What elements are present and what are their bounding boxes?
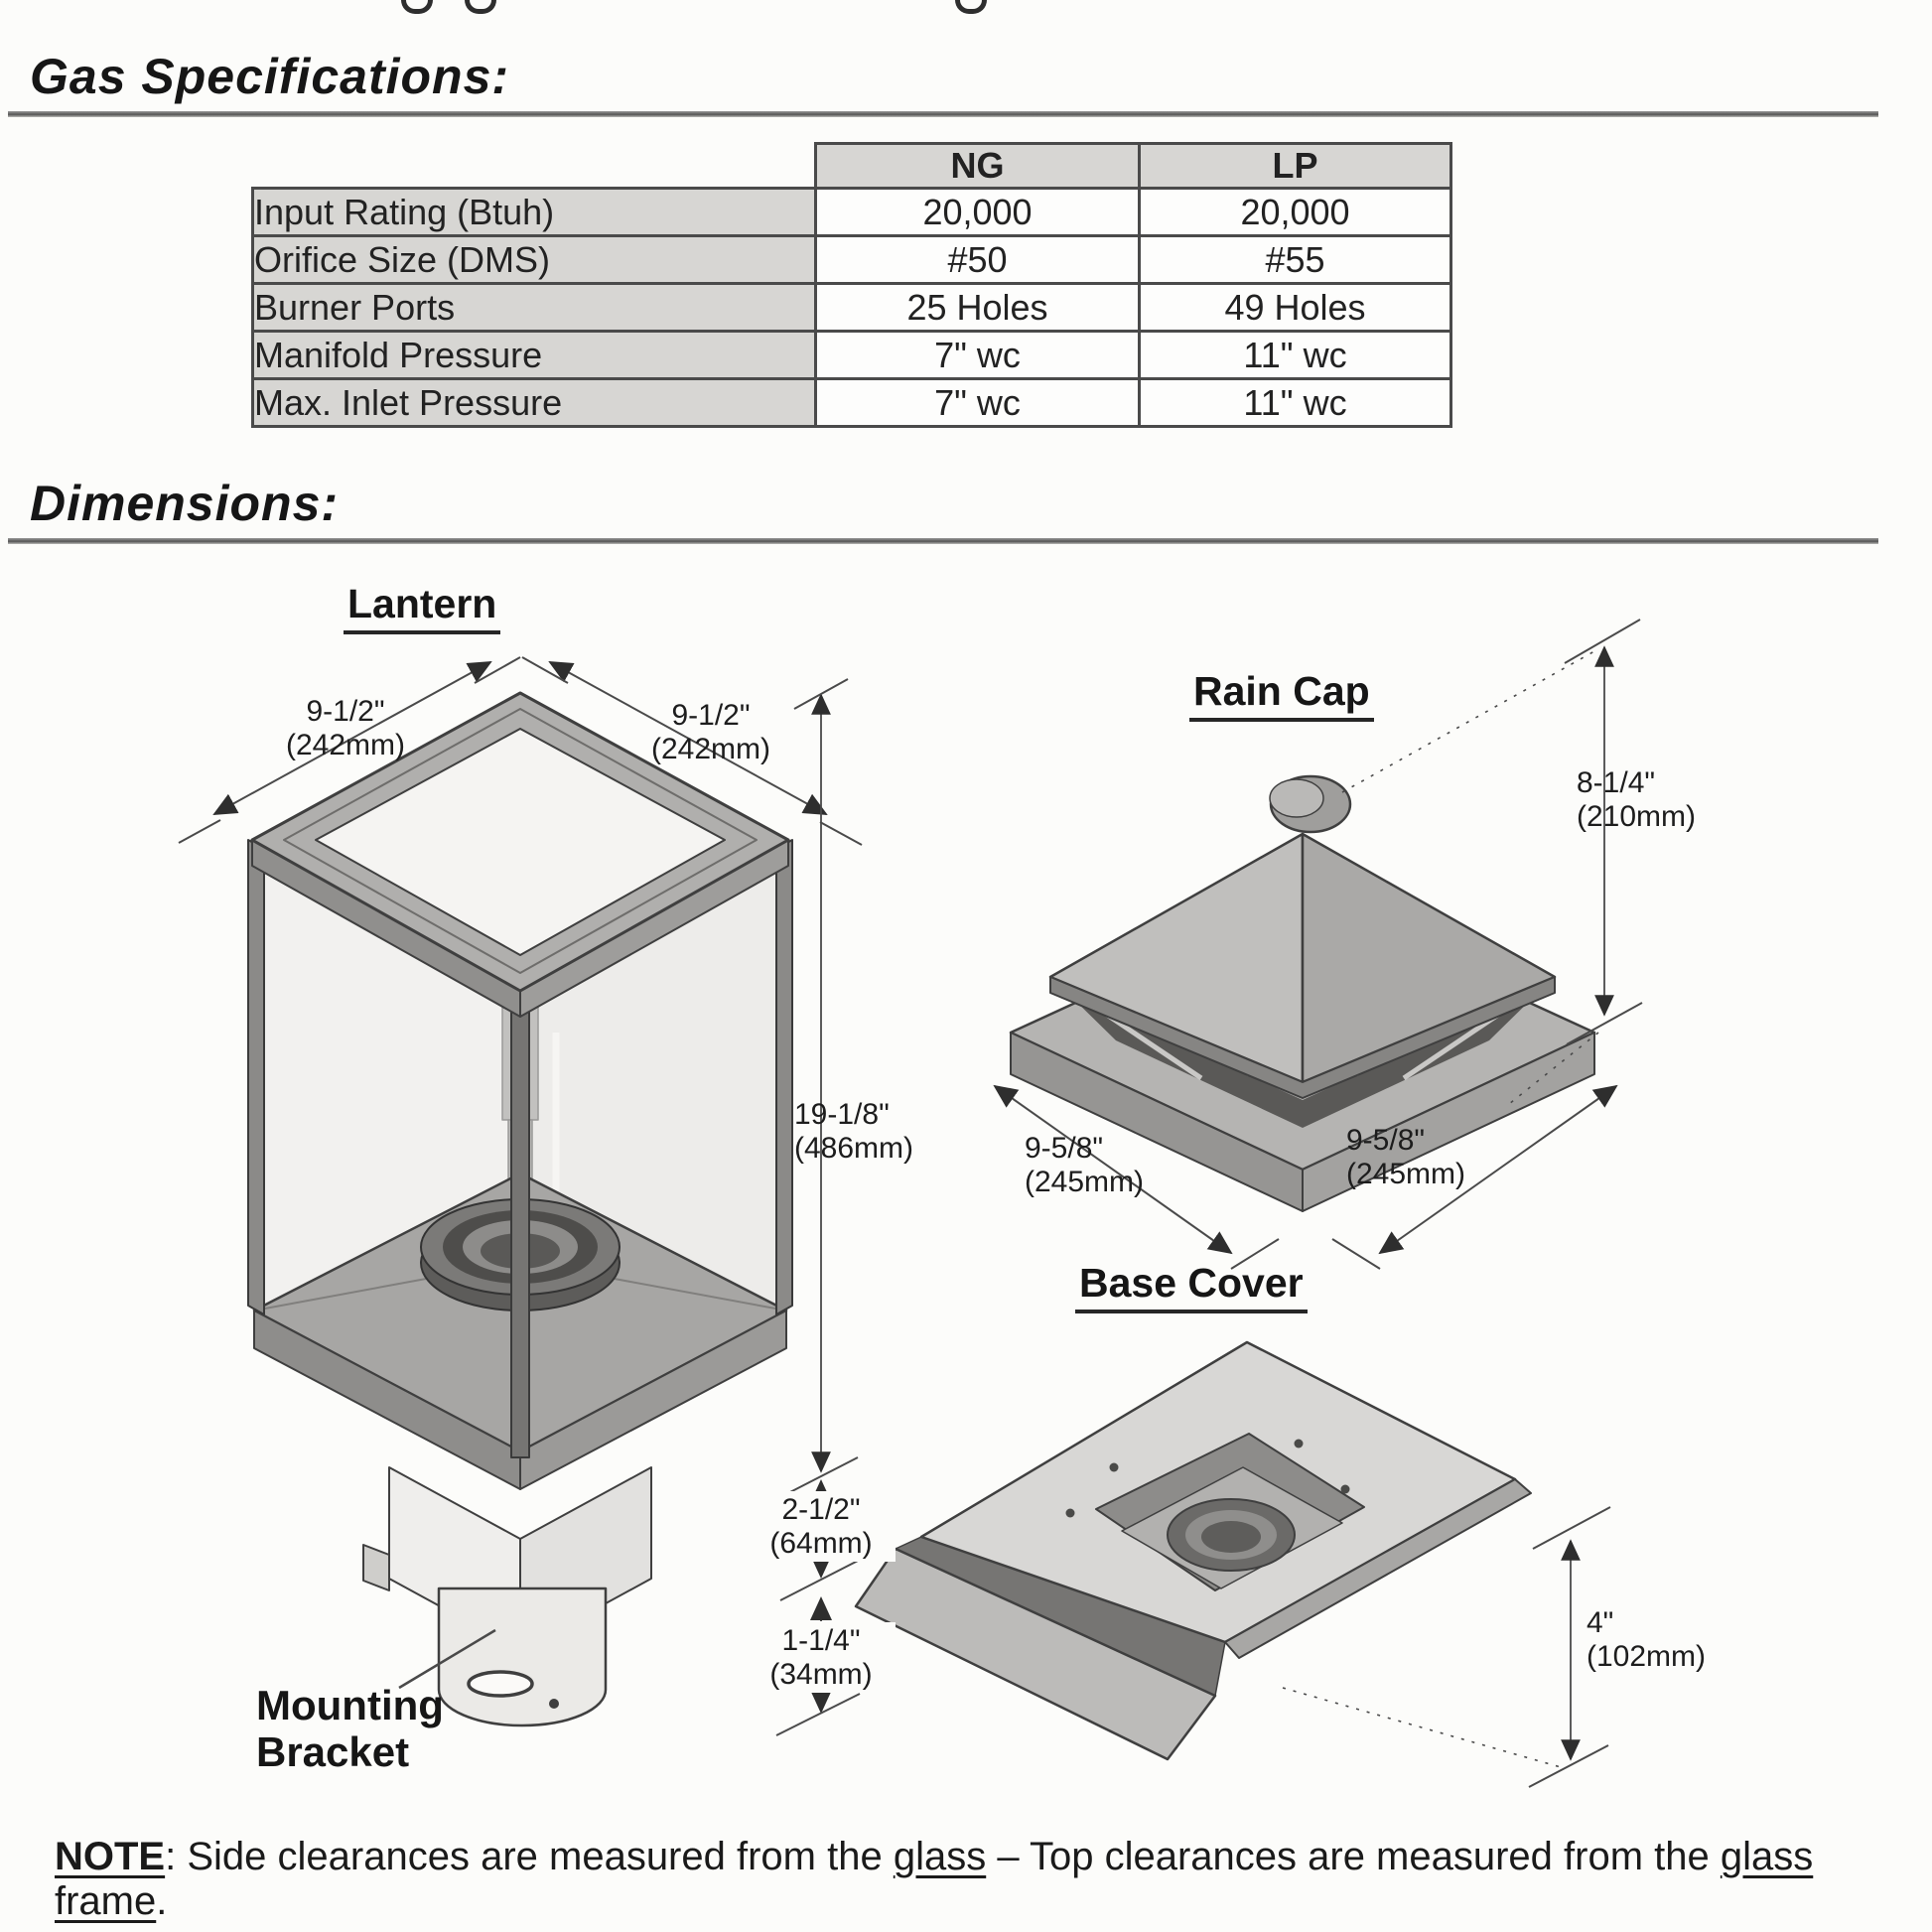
rain-cap-left-dimension: 9-5/8" (245mm) (1025, 1132, 1145, 1198)
row-label: Input Rating (Btuh) (253, 189, 816, 236)
clearance-note (55, 1835, 1921, 1924)
lp-value: 20,000 (1140, 189, 1451, 236)
ng-value: #50 (816, 236, 1140, 284)
base-cover-height-dimension: 4" (102mm) (1587, 1606, 1707, 1673)
mounting-bracket-label: Mounting Bracket (256, 1682, 444, 1776)
lp-value: 11" wc (1140, 379, 1451, 427)
column-header-lp: LP (1140, 144, 1451, 189)
ng-value: 20,000 (816, 189, 1140, 236)
lantern-height-dimension: 19-1/8" (486mm) (794, 1098, 914, 1165)
mounting-bracket-shape (439, 1588, 606, 1725)
note-glass-frame-word: glass frame (55, 1835, 1814, 1923)
column-header-ng: NG (816, 144, 1140, 189)
rain-cap-height-dimension: 8-1/4" (210mm) (1577, 766, 1697, 833)
lantern-bracket-dimension: 1-1/4" (34mm) (747, 1622, 896, 1693)
rain-cap-title: Rain Cap (1189, 668, 1374, 722)
note-text: : Side clearances are measured from the (165, 1835, 894, 1878)
rain-cap-right-dimension: 9-5/8" (245mm) (1346, 1124, 1466, 1190)
lp-value: 11" wc (1140, 332, 1451, 379)
dimensions-heading: Dimensions: (30, 476, 340, 531)
gas-specifications-heading: Gas Specifications: (30, 49, 510, 104)
base-cover-drawing (856, 1342, 1531, 1759)
lantern-width-left-dimension: 9-1/2" (242mm) (285, 695, 405, 761)
row-label: Orifice Size (DMS) (253, 236, 816, 284)
ng-value: 7" wc (816, 379, 1140, 427)
lantern-title: Lantern (344, 581, 500, 634)
lantern-base-dimension: 2-1/2" (64mm) (747, 1491, 896, 1562)
note-text: – Top clearances are measured from the (986, 1835, 1721, 1878)
row-label: Burner Ports (253, 284, 816, 332)
note-glass-word: glass (893, 1835, 987, 1878)
lp-value: 49 Holes (1140, 284, 1451, 332)
note-label: NOTE (55, 1835, 166, 1878)
lantern-drawing (248, 693, 792, 1725)
ng-value: 25 Holes (816, 284, 1140, 332)
lantern-width-right-dimension: 9-1/2" (242mm) (650, 699, 770, 765)
lp-value: #55 (1140, 236, 1451, 284)
row-label: Max. Inlet Pressure (253, 379, 816, 427)
ng-value: 7" wc (816, 332, 1140, 379)
note-text: . (156, 1879, 168, 1923)
row-label: Manifold Pressure (253, 332, 816, 379)
base-cover-title: Base Cover (1075, 1260, 1308, 1313)
